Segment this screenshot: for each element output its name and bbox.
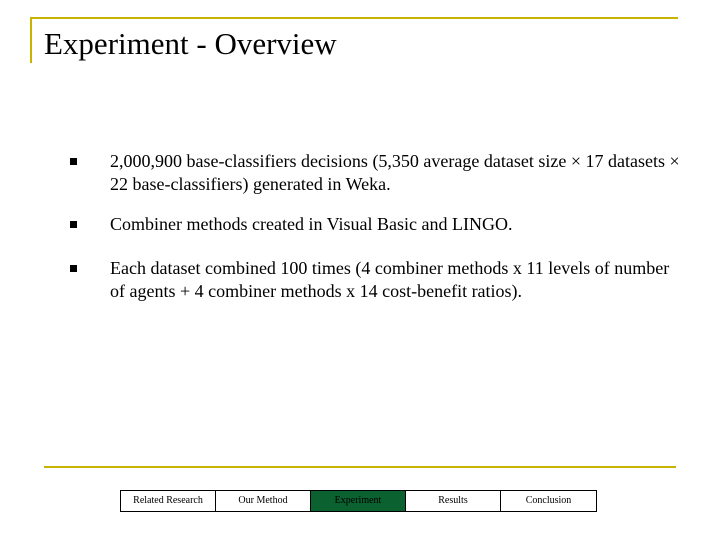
square-bullet-icon [70, 265, 77, 272]
navigation-bar [120, 490, 597, 512]
bullet-text: Combiner methods created in Visual Basic and LINGO. [110, 214, 513, 234]
tab-related-research[interactable]: Related Research [121, 491, 216, 511]
slide-title: Experiment - Overview [44, 26, 337, 61]
bullet-text: 2,000,900 base-classifiers decisions (5,350 average dataset size × 17 datasets × 22 base-classifiers) generated in Weka. [110, 151, 680, 194]
bullet-text: Each dataset combined 100 times (4 combiner methods x 11 levels of number of agents + 4 combiner methods x 14 cost-benefit ratios). [110, 258, 670, 301]
tab-results[interactable]: Results [406, 491, 501, 511]
bottom-divider [44, 466, 676, 468]
square-bullet-icon [70, 221, 77, 228]
square-bullet-icon [70, 158, 77, 165]
tab-conclusion[interactable]: Conclusion [501, 491, 596, 511]
tab-experiment[interactable]: Experiment [311, 491, 406, 511]
tab-our-method[interactable]: Our Method [216, 491, 311, 511]
